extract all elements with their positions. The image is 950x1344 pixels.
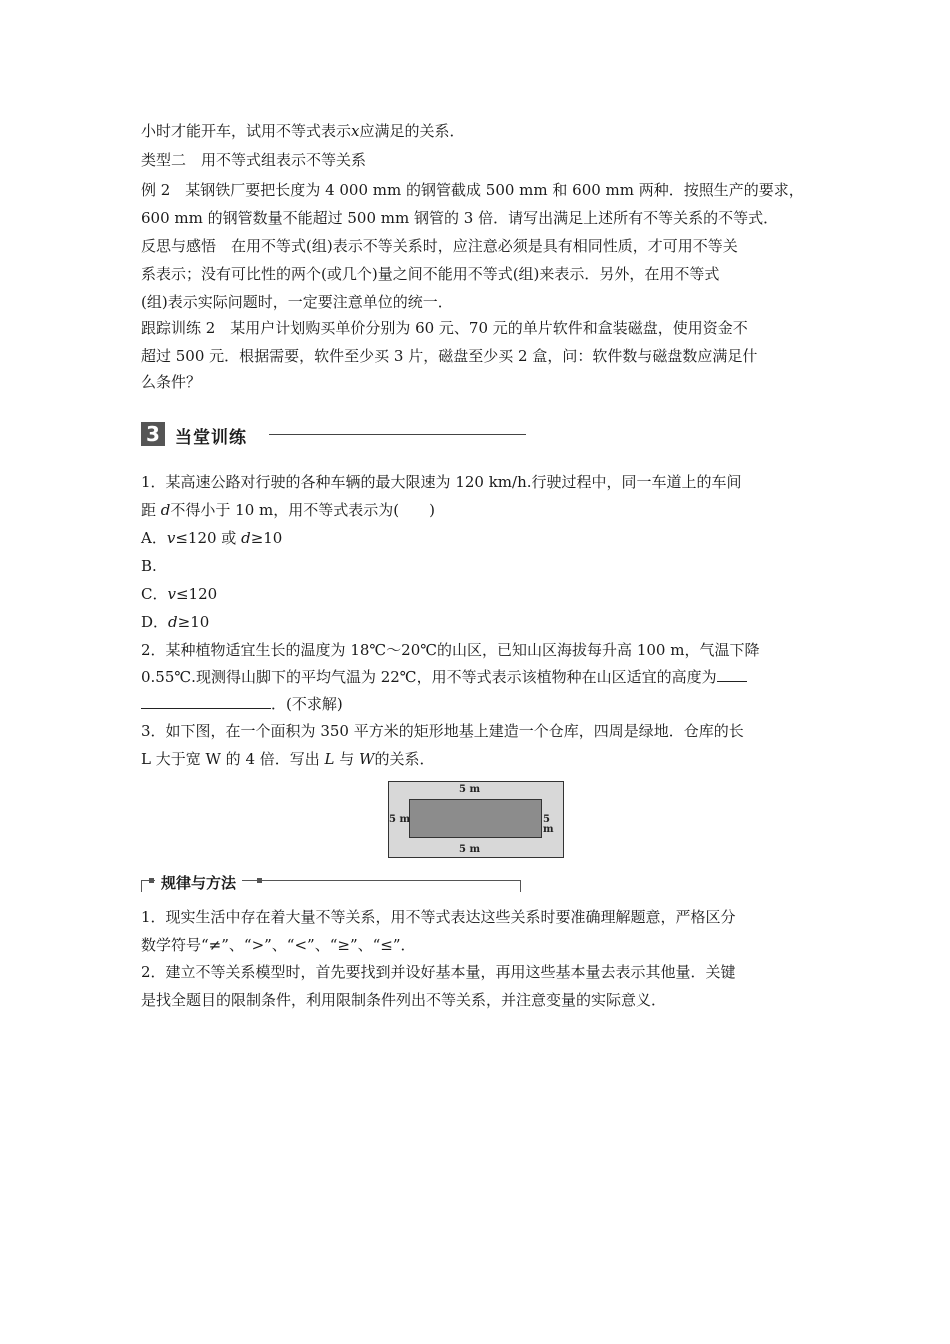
type2-heading: 类型二 用不等式组表示不等关系 <box>141 151 367 169</box>
followup-line1: 跟踪训练 2 某用户计划购买单价分别为 60 元、70 元的单片软件和盒装磁盘，使用资金不 <box>141 319 748 337</box>
section-rule <box>269 434 526 435</box>
section-number: 3 <box>141 422 165 446</box>
q1-option-c: C．v≤120 <box>141 585 218 603</box>
q1-option-b: B. <box>141 557 157 575</box>
method-header <box>141 872 521 894</box>
followup-line2: 超过 500 元．根据需要，软件至少买 3 片，磁盘至少买 2 盒，问：软件数与磁盘数应满足什 <box>141 347 758 365</box>
answer-blank <box>141 694 271 709</box>
intro-line: 小时才能开车，试用不等式表示x应满足的关系． <box>141 122 465 140</box>
q2-line1: 2．某种植物适宜生长的温度为 18℃～20℃的山区，已知山区海拔每升高 100 m，气温下降 <box>141 641 760 659</box>
q1-line2: 距 d不得小于 10 m，用不等式表示为( ) <box>141 501 435 519</box>
q1-line1: 1．某高速公路对行驶的各种车辆的最大限速为 120 km/h.行驶过程中，同一车道上的车间 <box>141 473 742 491</box>
reflection-line3: (组)表示实际问题时，一定要注意单位的统一． <box>141 293 453 311</box>
example2-line1: 例 2 某钢铁厂要把长度为 4 000 mm 的钢管截成 500 mm 和 600 mm 两种．按照生产的要求， <box>141 181 804 199</box>
warehouse-rect <box>409 799 542 838</box>
bullet-icon <box>149 878 154 883</box>
q2-line3: ．(不求解) <box>141 694 343 714</box>
method-title: 规律与方法 <box>155 872 242 893</box>
figure-label-bottom: 5 m <box>459 844 481 855</box>
method-p2-line2: 是找全题目的限制条件，利用限制条件列出不等关系，并注意变量的实际意义． <box>141 991 667 1009</box>
reflection-line2: 系表示；没有可比性的两个(或几个)量之间不能用不等式(组)来表示．另外，在用不等式 <box>141 265 720 283</box>
q1-option-a: A．v≤120 或 d≥10 <box>141 529 283 547</box>
answer-blank <box>717 667 747 682</box>
bullet-icon <box>257 878 262 883</box>
reflection-line1: 反思与感悟 在用不等式(组)表示不等关系时，应注意必须是具有相同性质，才可用不等关 <box>141 237 738 255</box>
figure-label-left: 5 m <box>389 814 411 825</box>
method-p1-line1: 1．现实生活中存在着大量不等关系，用不等式表达这些关系时要准确理解题意，严格区分 <box>141 908 736 926</box>
q1-option-d: D．d≥10 <box>141 613 210 631</box>
section-header <box>141 422 526 448</box>
q2-line2: 0.55℃.现测得山脚下的平均气温为 22℃，用不等式表示该植物种在山区适宜的高度为 <box>141 667 747 687</box>
figure-label-top: 5 m <box>459 784 481 795</box>
followup-line3: 么条件？ <box>141 373 202 391</box>
section-title: 当堂训练 <box>175 428 247 448</box>
q3-line2: L 大于宽 W 的 4 倍．写出 L 与 W的关系． <box>141 750 435 768</box>
example2-line2: 600 mm 的钢管数量不能超过 500 mm 钢管的 3 倍．请写出满足上述所有不等关系的不等式． <box>141 209 779 227</box>
method-p2-line1: 2．建立不等关系模型时，首先要找到并设好基本量，再用这些基本量去表示其他量．关键 <box>141 963 736 981</box>
var-x: x <box>351 122 360 140</box>
figure-label-right: 5 m <box>543 814 554 835</box>
method-p1-line2: 数学符号“≠”、“>”、“<”、“≥”、“≤”． <box>141 936 416 954</box>
warehouse-figure <box>388 781 564 858</box>
q3-line1: 3．如下图，在一个面积为 350 平方米的矩形地基上建造一个仓库，四周是绿地．仓库的长 <box>141 722 744 740</box>
